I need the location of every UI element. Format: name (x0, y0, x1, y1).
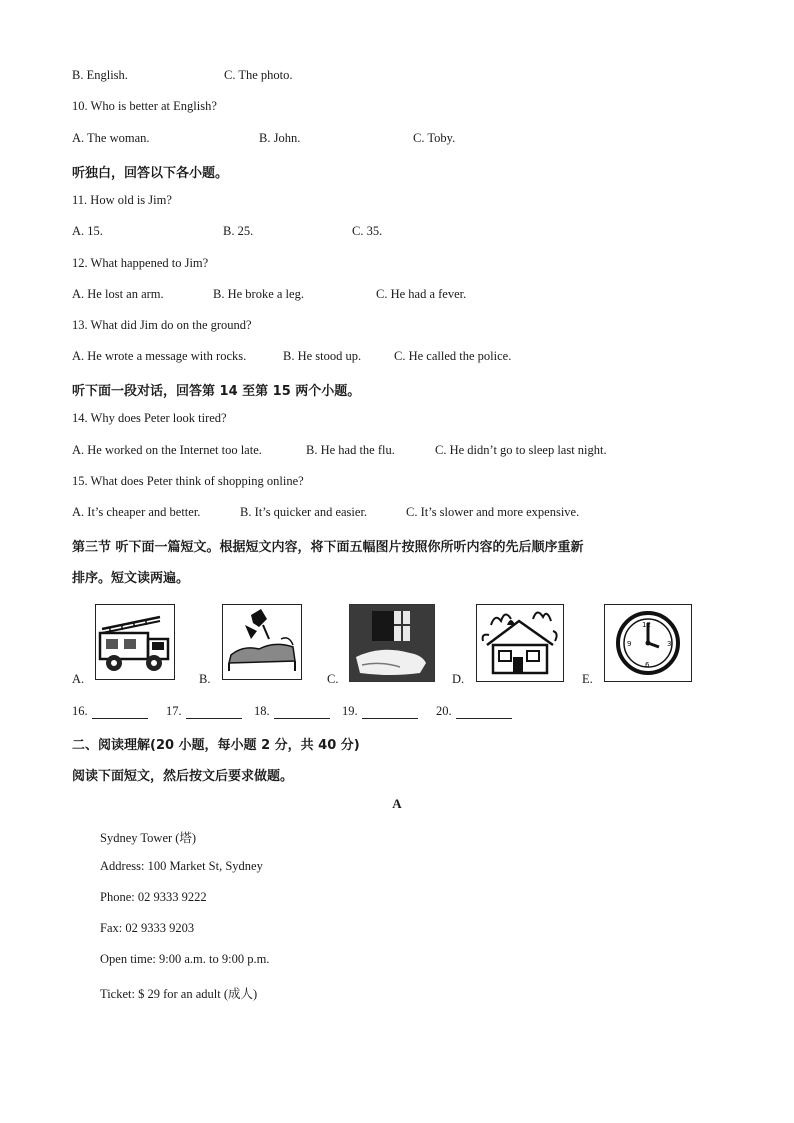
option-c: C. Toby. (413, 131, 456, 145)
fire-truck-icon (95, 604, 175, 680)
svg-text:6: 6 (645, 661, 650, 669)
injured-person-bed-icon (222, 604, 302, 680)
picture-label-a: A. (72, 672, 85, 686)
answer-blank-16[interactable]: 16. (72, 704, 148, 719)
svg-text:9: 9 (627, 640, 632, 648)
question-14: 14. Why does Peter look tired? (72, 411, 227, 425)
option-a: A. He lost an arm. (72, 287, 164, 301)
option-a: A. 15. (72, 224, 103, 238)
option-b: B. He broke a leg. (213, 287, 304, 301)
section-3-heading-line1: 第三节 听下面一篇短文。根据短文内容，将下面五幅图片按照你所听内容的先后顺序重新 (72, 540, 584, 555)
svg-text:3: 3 (667, 640, 672, 648)
option-c: C. He had a fever. (376, 287, 467, 301)
answer-blank-20[interactable]: 20. (436, 704, 512, 719)
reading-instruction: 阅读下面短文，然后按文后要求做题。 (72, 769, 294, 784)
tower-address: Address: 100 Market St, Sydney (100, 859, 263, 873)
picture-label-b: B. (199, 672, 211, 686)
section-3-heading-line2: 排序。短文读两遍。 (72, 571, 190, 586)
tower-name: Sydney Tower (塔) (100, 831, 197, 845)
question-12: 12. What happened to Jim? (72, 256, 209, 270)
tower-phone: Phone: 02 9333 9222 (100, 890, 207, 904)
svg-text:12: 12 (642, 621, 651, 629)
dark-room-icon (349, 604, 435, 682)
passage-letter: A (392, 796, 402, 811)
picture-label-d: D. (452, 672, 465, 686)
option-c: C. It’s slower and more expensive. (406, 505, 580, 519)
option-c: C. He didn’t go to sleep last night. (435, 443, 607, 457)
answer-blank-17[interactable]: 17. (166, 704, 242, 719)
question-13: 13. What did Jim do on the ground? (72, 318, 252, 332)
option-a: A. He wrote a message with rocks. (72, 349, 247, 363)
burning-house-icon (476, 604, 564, 682)
section-dialog-heading: 听下面一段对话，回答第 14 至第 15 两个小题。 (72, 384, 361, 399)
option-a: A. The woman. (72, 131, 150, 145)
question-15: 15. What does Peter think of shopping online? (72, 474, 304, 488)
option-b: B. 25. (223, 224, 254, 238)
tower-fax: Fax: 02 9333 9203 (100, 921, 195, 935)
tower-open-time: Open time: 9:00 a.m. to 9:00 p.m. (100, 952, 270, 966)
tower-ticket: Ticket: $ 29 for an adult (成人) (100, 987, 258, 1001)
clock-icon (604, 604, 692, 682)
reading-section-heading: 二、阅读理解(20 小题，每小题 2 分，共 40 分) (72, 738, 360, 753)
option-b: B. John. (259, 131, 301, 145)
question-11: 11. How old is Jim? (72, 193, 172, 207)
option-b: B. English. (72, 68, 128, 82)
question-10: 10. Who is better at English? (72, 99, 217, 113)
option-b: B. It’s quicker and easier. (240, 505, 368, 519)
answer-blank-18[interactable]: 18. (254, 704, 330, 719)
option-c: C. 35. (352, 224, 383, 238)
picture-label-c: C. (327, 672, 339, 686)
section-monologue-heading: 听独白，回答以下各小题。 (72, 166, 229, 181)
option-b: B. He had the flu. (306, 443, 395, 457)
answer-blank-19[interactable]: 19. (342, 704, 418, 719)
picture-label-e: E. (582, 672, 593, 686)
option-b: B. He stood up. (283, 349, 362, 363)
option-a: A. It’s cheaper and better. (72, 505, 201, 519)
option-a: A. He worked on the Internet too late. (72, 443, 262, 457)
option-c: C. He called the police. (394, 349, 512, 363)
option-c: C. The photo. (224, 68, 293, 82)
